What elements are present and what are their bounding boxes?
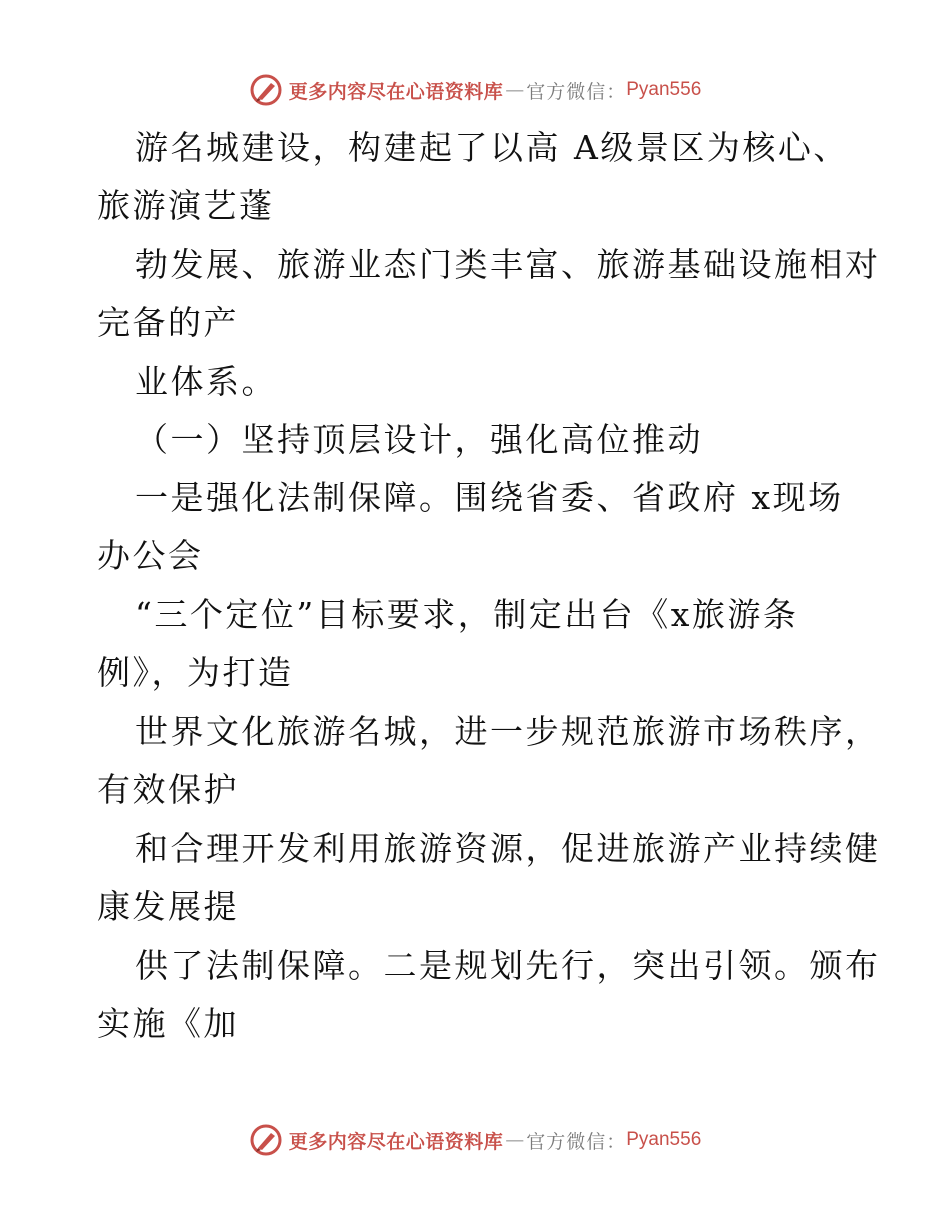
banner-handle: Pyan556	[626, 79, 702, 100]
header-banner	[0, 70, 950, 110]
body-line: 例》，为打造	[97, 653, 294, 692]
banner-brand: 更多内容尽在心语资料库	[288, 80, 504, 103]
footer-banner	[0, 1120, 950, 1160]
body-line: 实施《加	[97, 1004, 239, 1043]
body-line: 有效保护	[97, 770, 239, 809]
body-line: 完备的产	[97, 303, 239, 342]
body-line: 一是强化法制保障。围绕省委、省政府 x现场	[135, 478, 844, 517]
body-line: 世界文化旅游名城，进一步规范旅游市场秩序，	[135, 712, 881, 751]
body-line: 游名城建设，构建起了以高 A级景区为核心、	[135, 128, 849, 167]
body-line: 勃发展、旅游业态门类丰富、旅游基础设施相对	[135, 245, 881, 284]
banner-separator: —	[505, 1129, 525, 1151]
body-line: 旅游演艺蓬	[97, 186, 275, 225]
body-line: 和合理开发利用旅游资源，促进旅游产业持续健	[135, 829, 881, 868]
body-line: 供了法制保障。二是规划先行，突出引领。颁布	[135, 946, 881, 985]
section-heading: （一）坚持顶层设计，强化高位推动	[135, 420, 703, 459]
body-line: 康发展提	[97, 887, 239, 926]
pen-logo-icon	[249, 73, 283, 107]
pen-logo-icon	[249, 1123, 283, 1157]
body-line: 办公会	[97, 536, 204, 575]
banner-handle: Pyan556	[626, 1129, 702, 1150]
body-line: “三个定位”目标要求，制定出台《x旅游条	[135, 595, 799, 634]
banner-brand: 更多内容尽在心语资料库	[288, 1130, 504, 1153]
banner-separator: —	[505, 79, 525, 101]
banner-label: 官方微信：	[526, 1130, 627, 1153]
body-line: 业体系。	[135, 362, 277, 401]
banner-label: 官方微信：	[526, 80, 627, 103]
